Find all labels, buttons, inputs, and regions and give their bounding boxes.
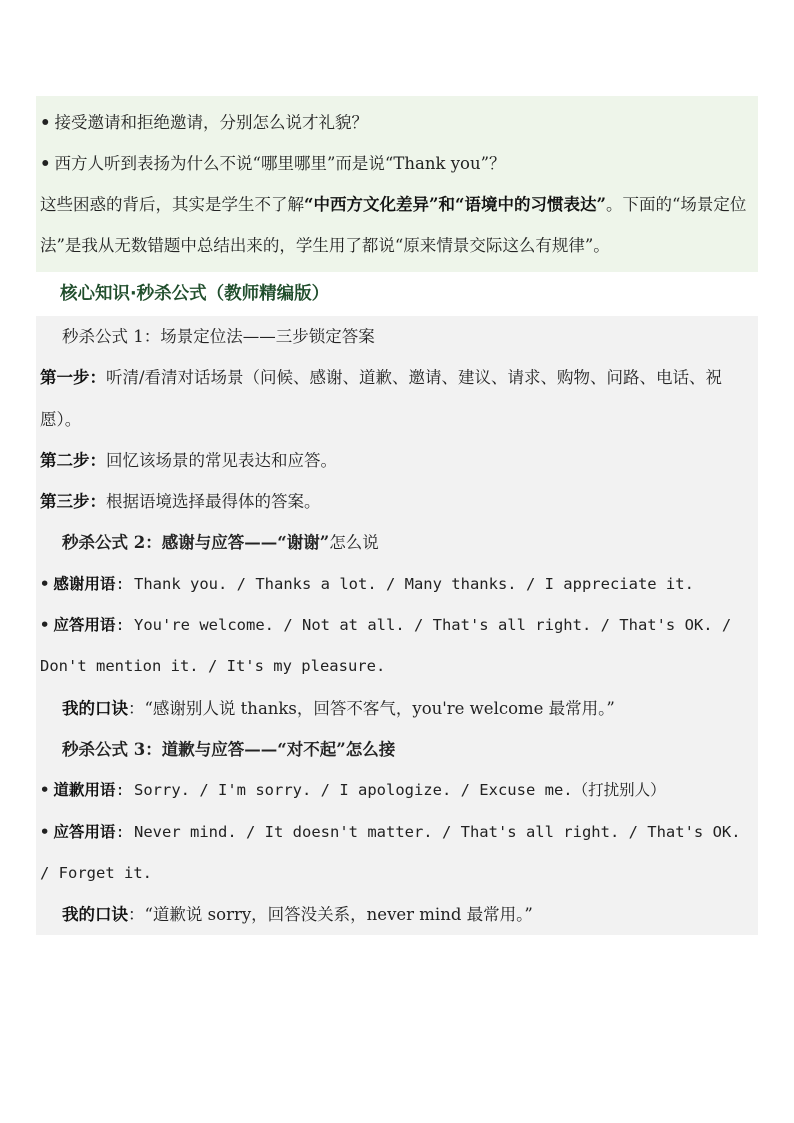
bullet-icon: • <box>40 574 50 593</box>
bullet-icon: • <box>40 113 51 132</box>
bullet-icon: • <box>40 616 50 635</box>
intro-bullet: • 接受邀请和拒绝邀请，分别怎么说才礼貌？ <box>40 113 369 132</box>
step-item: 第三步：根据语境选择最得体的答案。 <box>40 492 321 512</box>
bullet-icon: • <box>40 781 50 800</box>
formula1-title: 秒杀公式 1：场景定位法——三步锁定答案 <box>62 327 375 346</box>
document-page <box>36 96 758 935</box>
bullet-icon: • <box>40 822 50 841</box>
intro-box <box>36 96 758 272</box>
formula2-title: 秒杀公式 2：感谢与应答——“谢谢”怎么说 <box>62 533 379 553</box>
formula-box <box>36 316 758 935</box>
phrase-item: • 应答用语: You're welcome. / Not at all. / That's all right. / That's OK. / Don't mention it. / It's my pleasure. <box>40 616 732 676</box>
formula3-title: 秒杀公式 3：道歉与应答——“对不起”怎么接 <box>62 739 396 759</box>
intro-bullet: • 西方人听到表扬为什么不说“哪里哪里”而是说“Thank you”？ <box>40 154 506 173</box>
phrase-item: • 应答用语: Never mind. / It doesn't matter. / That's all right. / That's OK. / Forget it. <box>40 822 741 882</box>
phrase-item: • 感谢用语: Thank you. / Thanks a lot. / Many thanks. / I appreciate it. <box>40 574 694 593</box>
section-title: 核心知识·秒杀公式（教师精编版） <box>36 272 758 316</box>
tip-line: 我的口诀：“道歉说 sorry，回答没关系，never mind 最常用。” <box>62 905 533 925</box>
step-item: 第一步：听清/看清对话场景（问候、感谢、道歉、邀请、建议、请求、购物、问路、电话、祝愿）。 <box>40 368 723 429</box>
phrase-item: • 道歉用语: Sorry. / I'm sorry. / I apologize. / Excuse me.（打扰别人） <box>40 781 666 800</box>
tip-line: 我的口诀：“感谢别人说 thanks，回答不客气，you're welcome 最常用。” <box>62 698 615 718</box>
bullet-icon: • <box>40 154 51 173</box>
step-item: 第二步：回忆该场景的常见表达和应答。 <box>40 450 337 470</box>
intro-paragraph: 这些困惑的背后，其实是学生不了解“中西方文化差异”和“语境中的习惯表达”。下面的“场景定位法”是我从无数错题中总结出来的，学生用了都说“原来情景交际这么有规律”。 <box>40 195 747 255</box>
